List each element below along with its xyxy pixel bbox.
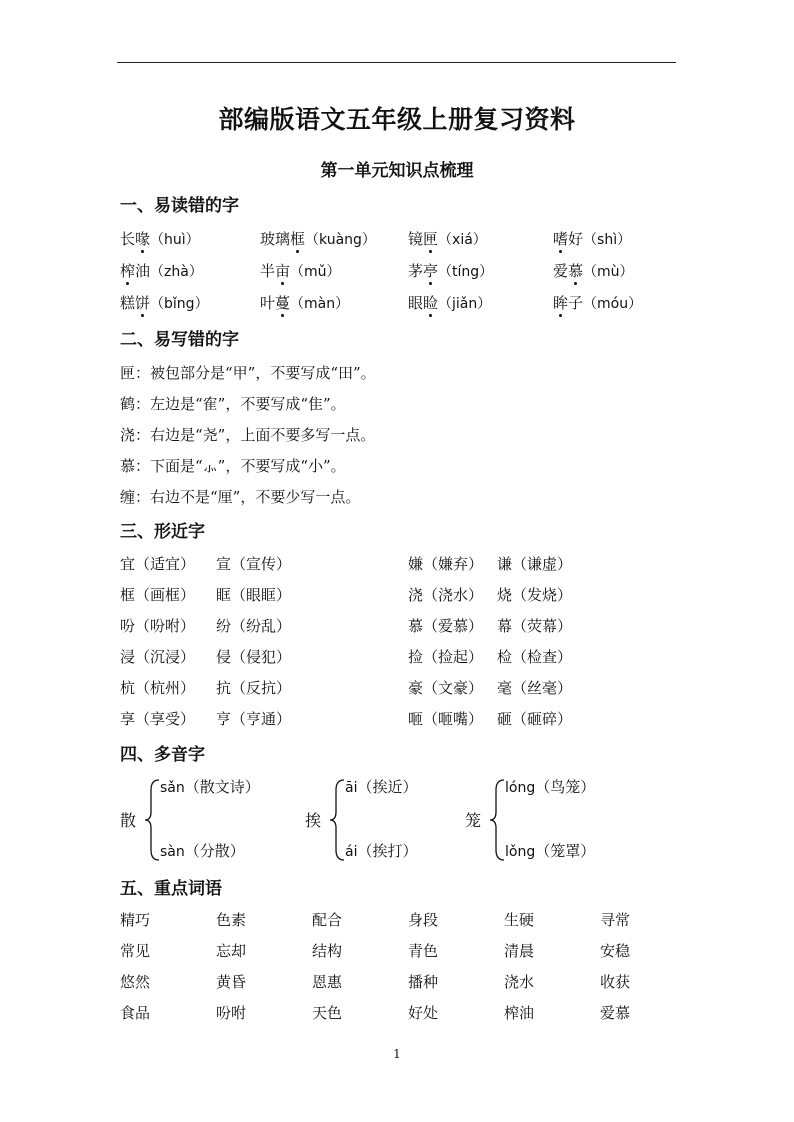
polyphone-group: [465, 774, 665, 866]
word-part: 眼: [408, 294, 424, 312]
similar-pair: 检（检查）: [497, 648, 573, 666]
section-heading-similar: 三、形近字: [120, 522, 205, 542]
vocab-word: 结构: [312, 942, 343, 960]
similar-pair: 侵（侵犯）: [216, 648, 292, 666]
similar-pair: 捡（捡起）: [408, 648, 484, 666]
similar-pair: 吩（吩咐）: [120, 617, 196, 635]
pinyin: （zhà）: [150, 264, 203, 280]
section-heading-misread: 一、易读错的字: [120, 196, 239, 216]
vocab-word: 色素: [216, 911, 247, 929]
misread-item: [553, 292, 642, 313]
target-character: 慕: [568, 262, 584, 280]
similar-pair: 烧（发烧）: [497, 586, 573, 604]
pinyin: （móu）: [583, 296, 643, 312]
misread-item: [260, 292, 349, 313]
similar-pair: 宣（宣传）: [216, 555, 292, 573]
vocab-word: 清晨: [504, 942, 535, 960]
word-part: 长: [120, 230, 136, 248]
similar-pair: 浸（沉浸）: [120, 648, 196, 666]
polyphone-top-reading: [345, 776, 417, 797]
example-word: （挨打）: [357, 842, 418, 860]
similar-pair: 眶（眼眶）: [216, 586, 292, 604]
pinyin: （xiá）: [438, 232, 487, 248]
similar-pair: 浇（浇水）: [408, 586, 484, 604]
section-heading-polyphones: 四、多音字: [120, 745, 205, 765]
misread-item: [120, 292, 209, 313]
miswrite-note: 匣：被包部分是“甲”，不要写成“田”。: [120, 364, 376, 382]
vocab-word: 悠然: [120, 973, 151, 991]
polyphone-character: 散: [120, 811, 137, 830]
example-word: （散文诗）: [184, 778, 260, 796]
misread-item: [553, 228, 631, 249]
word-part: 镜: [408, 230, 424, 248]
misread-item: [408, 228, 487, 249]
target-character: 睑: [423, 294, 439, 312]
vocab-word: 爱慕: [600, 1004, 631, 1022]
similar-pair: 宜（适宜）: [120, 555, 196, 573]
pinyin: （mù）: [583, 264, 634, 280]
polyphone-bottom-reading: [505, 840, 595, 861]
similar-pair: 幕（荧幕）: [497, 617, 573, 635]
misread-item: [120, 260, 203, 281]
misread-item: [553, 260, 634, 281]
target-character: 框: [290, 230, 306, 248]
vocab-word: 食品: [120, 1004, 151, 1022]
brace-symbol: [328, 778, 346, 862]
target-character: 亩: [275, 262, 291, 280]
polyphone-character: 挨: [305, 811, 322, 830]
word-part: 好: [568, 230, 584, 248]
miswrite-note: 浇：右边是“尧”，上面不要多写一点。: [120, 426, 376, 444]
vocab-word: 生硬: [504, 911, 535, 929]
misread-item: [260, 228, 376, 249]
example-word: （挨近）: [357, 778, 418, 796]
example-word: （分散）: [184, 842, 245, 860]
page-number: 1: [393, 1047, 401, 1061]
vocab-word: 天色: [312, 1004, 343, 1022]
similar-pair: 享（享受）: [120, 710, 196, 728]
word-part: 叶: [260, 294, 276, 312]
pinyin: sàn: [160, 844, 185, 860]
polyphone-bottom-reading: [160, 840, 245, 861]
word-part: 油: [135, 262, 151, 280]
similar-pair: 亨（亨通）: [216, 710, 292, 728]
similar-pair: 毫（丝毫）: [497, 679, 573, 697]
vocab-word: 浇水: [504, 973, 535, 991]
misread-item: [120, 228, 200, 249]
vocab-word: 黄昏: [216, 973, 247, 991]
misread-item: [260, 260, 341, 281]
similar-pair: 纷（纷乱）: [216, 617, 292, 635]
word-part: 玻璃: [260, 230, 291, 248]
pinyin: （kuàng）: [305, 232, 376, 248]
vocab-word: 常见: [120, 942, 151, 960]
pinyin: āi: [345, 780, 358, 796]
miswrite-note: 缠：右边不是“厘”，不要少写一点。: [120, 488, 361, 506]
word-part: 糕: [120, 294, 136, 312]
word-part: 爱: [553, 262, 569, 280]
pinyin: （bǐng）: [150, 296, 209, 312]
word-part: 茅: [408, 262, 424, 280]
vocab-word: 精巧: [120, 911, 151, 929]
word-part: 子: [568, 294, 584, 312]
vocab-word: 忘却: [216, 942, 247, 960]
page-title: 部编版语文五年级上册复习资料: [218, 105, 576, 134]
pinyin: （shì）: [583, 232, 632, 248]
target-character: 蔓: [275, 294, 291, 312]
target-character: 匣: [423, 230, 439, 248]
polyphone-group: [120, 774, 320, 866]
polyphone-character: 笼: [465, 811, 482, 830]
page-subtitle: 第一单元知识点梳理: [320, 161, 474, 181]
example-word: （笼罩）: [535, 842, 596, 860]
similar-pair: 杭（杭州）: [120, 679, 196, 697]
similar-pair: 咂（咂嘴）: [408, 710, 484, 728]
vocab-word: 播种: [408, 973, 439, 991]
polyphone-top-reading: [505, 776, 595, 797]
misread-item: [408, 260, 493, 281]
pinyin: ái: [345, 844, 358, 860]
similar-pair: 嫌（嫌弃）: [408, 555, 484, 573]
vocab-word: 吩咐: [216, 1004, 247, 1022]
pinyin: sǎn: [160, 780, 185, 796]
pinyin: lóng: [505, 780, 536, 796]
similar-pair: 豪（文豪）: [408, 679, 484, 697]
target-character: 榨: [120, 262, 136, 280]
vocab-word: 恩惠: [312, 973, 343, 991]
polyphone-top-reading: [160, 776, 260, 797]
vocab-word: 青色: [408, 942, 439, 960]
brace-symbol: [143, 778, 161, 862]
vocab-word: 配合: [312, 911, 343, 929]
pinyin: （mǔ）: [290, 264, 341, 280]
pinyin: （màn）: [290, 296, 350, 312]
target-character: 喙: [135, 230, 151, 248]
pinyin: lǒng: [505, 844, 536, 860]
header-rule: [117, 62, 676, 63]
target-character: 眸: [553, 294, 569, 312]
vocab-word: 收获: [600, 973, 631, 991]
pinyin: （jiǎn）: [438, 296, 492, 312]
similar-pair: 砸（砸碎）: [497, 710, 573, 728]
vocab-word: 安稳: [600, 942, 631, 960]
section-heading-miswrite: 二、易写错的字: [120, 330, 239, 350]
pinyin: （huì）: [150, 232, 200, 248]
example-word: （鸟笼）: [535, 778, 596, 796]
similar-pair: 慕（爱慕）: [408, 617, 484, 635]
vocab-word: 身段: [408, 911, 439, 929]
polyphone-bottom-reading: [345, 840, 417, 861]
word-part: 半: [260, 262, 276, 280]
target-character: 嗜: [553, 230, 569, 248]
similar-pair: 谦（谦虚）: [497, 555, 573, 573]
target-character: 亭: [423, 262, 439, 280]
target-character: 饼: [135, 294, 151, 312]
similar-pair: 框（画框）: [120, 586, 196, 604]
pinyin: （tíng）: [438, 264, 494, 280]
brace-symbol: [488, 778, 506, 862]
miswrite-note: 慕：下面是“⺗”，不要写成“小”。: [120, 457, 346, 475]
vocab-word: 榨油: [504, 1004, 535, 1022]
vocab-word: 寻常: [600, 911, 631, 929]
vocab-word: 好处: [408, 1004, 439, 1022]
similar-pair: 抗（反抗）: [216, 679, 292, 697]
misread-item: [408, 292, 491, 313]
miswrite-note: 鹤：左边是“隺”，不要写成“隹”。: [120, 395, 346, 413]
section-heading-vocab: 五、重点词语: [120, 879, 222, 899]
